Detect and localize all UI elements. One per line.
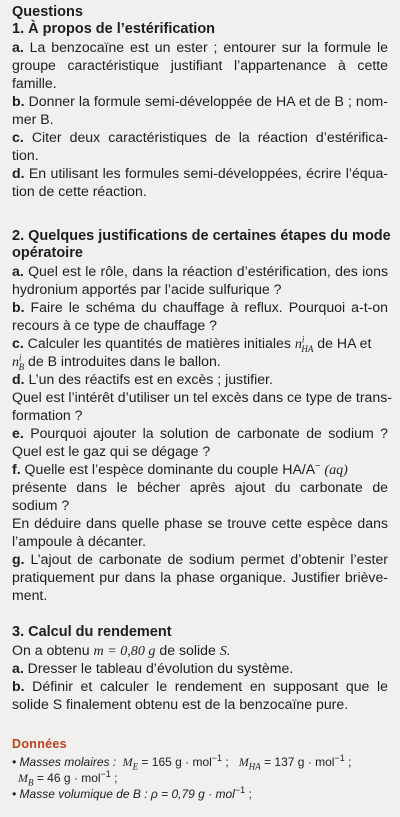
question-label: a. xyxy=(12,660,24,676)
question-2b-line2: recours à ce type de chauffage ? xyxy=(12,317,218,333)
question-label: c. xyxy=(12,335,24,351)
question-3b-line2: solide S finalement obtenu est de la benzocaïne pure. xyxy=(12,696,349,712)
question-label: e. xyxy=(12,425,24,441)
question-2f-line3: sodium ? xyxy=(12,497,70,513)
question-text: Calculer les quantités de matières initiales xyxy=(23,335,291,351)
question-3a xyxy=(12,660,388,677)
donnees-density: • Masse volumique de B : ρ = 0,79 g · mol$^{-1}$ ; xyxy=(12,785,252,801)
question-text: La benzocaïne est un ester ; entourer sur la formule le xyxy=(23,39,388,55)
question-2g-line2: pratiquement pur dans la phase organique. Justifier briève- xyxy=(12,569,388,585)
question-label: g. xyxy=(12,551,25,567)
question-2e-line2: Quel est le gaz qui se dégage ? xyxy=(12,443,211,459)
question-label: b. xyxy=(12,299,25,315)
section-1-heading: 1. À propos de l’estérification xyxy=(12,21,216,37)
question-1a xyxy=(12,39,388,56)
question-2f-line2: présente dans le bécher après ajout du carbonate de xyxy=(12,479,388,495)
questions-title: Questions xyxy=(12,4,83,20)
question-text: L’un des réactifs est en excès ; justifier. xyxy=(24,371,273,387)
question-3b xyxy=(12,678,388,695)
question-1b xyxy=(12,93,388,110)
question-label: b. xyxy=(12,678,25,694)
question-text: Quel est le rôle, dans la réaction d’estérification, des ions xyxy=(23,263,388,279)
question-text: L’ajout de carbonate de sodium permet d’obtenir l’ester xyxy=(24,551,388,567)
donnees-title: Données xyxy=(12,737,67,751)
statement-text-cont: de solide xyxy=(155,642,216,658)
question-text: Pourquoi ajouter la solution de carbonate de sodium ? xyxy=(23,425,388,441)
question-2c xyxy=(12,335,388,353)
mass-value: m = 0,80 g xyxy=(93,643,156,659)
question-text: Quelle est l’espèce dominante du couple HA/A xyxy=(20,461,316,477)
statement-3 xyxy=(12,642,388,660)
question-text: Dresser le tableau d’évolution du système. xyxy=(23,660,294,676)
question-text: En utilisant les formules semi-développées, écrire l’équa- xyxy=(24,165,388,181)
question-text: Définir et calculer le rendement en supposant que le xyxy=(24,678,388,694)
n-b-symbol: $n^i_B$ xyxy=(12,352,25,372)
question-label: d. xyxy=(12,371,25,387)
question-text: de B introduites dans le ballon. xyxy=(27,353,221,369)
question-text: Donner la formule semi-développée de HA et de B ; nom- xyxy=(24,93,388,109)
aq-state: (aq) xyxy=(324,462,348,478)
question-2d-line2: Quel est l’intérêt d’utiliser un tel excès dans ce type de trans- xyxy=(12,389,392,405)
n-ha-symbol: $n^i_{HA}$ xyxy=(294,334,314,354)
question-2c-line2 xyxy=(12,353,388,371)
question-2f xyxy=(12,461,388,479)
question-text-cont: de HA et xyxy=(313,335,372,351)
question-2d-line3: formation ? xyxy=(12,407,83,423)
question-label: d. xyxy=(12,165,25,181)
solid-symbol: S. xyxy=(219,643,231,659)
question-label: f. xyxy=(12,461,21,477)
section-3-heading: 3. Calcul du rendement xyxy=(12,624,172,640)
question-text: Citer deux caractéristiques de la réaction d’estérifica- xyxy=(23,129,388,145)
question-2d xyxy=(12,371,388,388)
donnees-molar-masses: • Masses molaires : $M_E = 165$ g · mol$^{-1}$ ; $M_{HA} = 137$ g · mol$^{-1}$ ; xyxy=(12,753,352,772)
question-1b-line2: mer B. xyxy=(12,111,54,127)
question-label: c. xyxy=(12,129,24,145)
question-2b xyxy=(12,299,388,316)
question-text: Faire le schéma du chauffage à reflux. Pourquoi a-t-on xyxy=(24,299,388,315)
question-1c xyxy=(12,129,388,146)
question-2e xyxy=(12,425,388,442)
section-2-heading: 2. Quelques justifications de certaines étapes du mode xyxy=(12,228,391,244)
question-2f-line5: l’ampoule à décanter. xyxy=(12,533,146,549)
question-1d xyxy=(12,165,388,182)
question-1d-line2: tion de cette réaction. xyxy=(12,183,147,199)
question-label: a. xyxy=(12,263,24,279)
minus-sign: − xyxy=(315,460,321,471)
question-2f-line4: En déduire dans quelle phase se trouve cette espèce dans xyxy=(12,515,388,531)
question-label: a. xyxy=(12,39,24,55)
question-2a-line2: hydronium apportés par l’acide sulfurique ? xyxy=(12,281,282,297)
question-1c-line2: tion. xyxy=(12,147,39,163)
question-1a-line2: groupe caractéristique justifiant l’appartenance à cette xyxy=(12,57,388,73)
statement-text: On a obtenu xyxy=(12,642,90,658)
question-2g xyxy=(12,551,388,568)
question-1a-line3: famille. xyxy=(12,75,57,91)
donnees-molar-mass-b: $M_B = 46$ g · mol$^{-1}$ ; xyxy=(18,769,118,788)
section-2-heading-line2: opératoire xyxy=(12,245,83,261)
question-2g-line3: ment. xyxy=(12,587,48,603)
question-label: b. xyxy=(12,93,25,109)
question-2a xyxy=(12,263,388,280)
